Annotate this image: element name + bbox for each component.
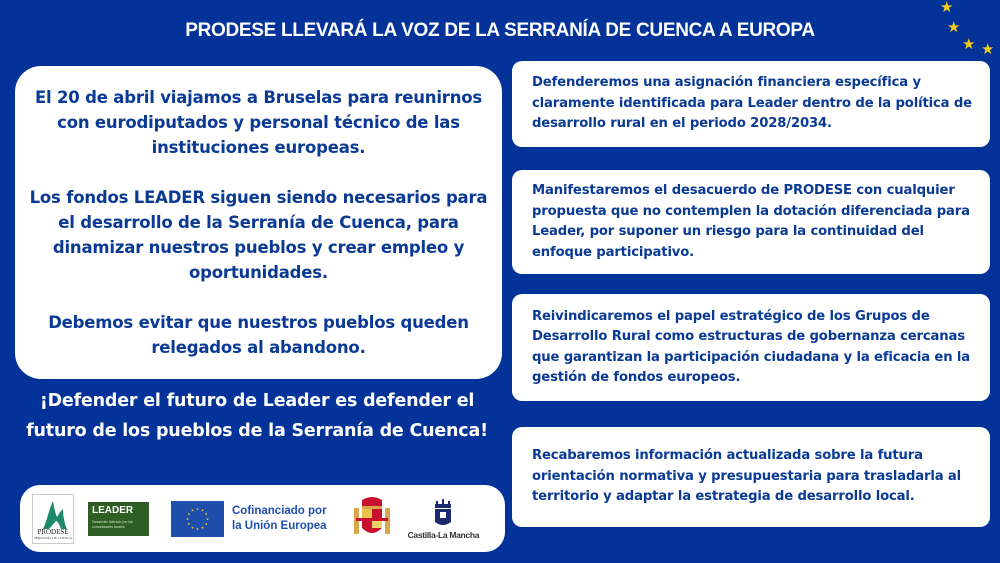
intro-paragraph: Debemos evitar que nuestros pueblos queden relegados al abandono. (48, 313, 469, 357)
commitment-text: Reivindicaremos el papel estratégico de los Grupos de Desarrollo Rural como estructuras de gobernanza cercanas que garantizan la participación ciudadana y la eficacia en la gestión de fondos europeos. (532, 308, 971, 385)
intro-paragraph: Los fondos LEADER siguen siendo necesarios para el desarrollo de la Serranía de Cuenca, para dinamizar nuestros pueblos y crear empleo y oportunidades. (29, 188, 488, 282)
commitment-card (512, 294, 990, 401)
prodese-name: PRODESE (37, 527, 69, 536)
star-icon: ★ (940, 0, 954, 16)
prodese-subtitle: SERRANÍA DE CUENCA (33, 535, 73, 540)
eu-stars-icon (930, 0, 1000, 60)
commitment-card (512, 427, 990, 527)
eu-line-2: la Unión Europea (232, 519, 327, 532)
star-icon: ★ (947, 18, 961, 36)
commitment-card (512, 61, 990, 147)
spain-coat-of-arms-icon (352, 496, 392, 541)
commitment-text: Manifestaremos el desacuerdo de PRODESE con cualquier propuesta que no contemplen la dotación diferenciada para Leader, por suponer un riesgo para la continuidad del enfoque participativo. (532, 183, 970, 260)
clm-label: Castilla-La Mancha (407, 529, 480, 540)
star-icon: ★ (962, 35, 976, 53)
intro-paragraph: El 20 de abril viajamos a Bruselas para reunirnos con eurodiputados y personal técnico de las instituciones europeas. (34, 88, 483, 157)
leader-subtitle: Desarrollo liderado por las comunidades locales (92, 519, 133, 529)
eu-flag-icon (171, 501, 224, 537)
prodese-logo (32, 494, 74, 544)
eu-cofinanced-logo (171, 501, 327, 537)
logos-bar (20, 485, 505, 552)
intro-card (15, 66, 502, 379)
star-icon: ★ (981, 40, 995, 58)
slogan: ¡Defender el futuro de Leader es defender el futuro de los pueblos de la Serranía de Cuenca! (26, 391, 488, 441)
castle-icon (432, 498, 454, 528)
prodese-mountain-icon (41, 499, 67, 529)
eu-line-1: Cofinanciado por (232, 504, 327, 517)
leader-name: LEADER (92, 504, 134, 516)
commitment-text: Defenderemos una asignación financiera específica y claramente identificada para Leader dentro de la política de desarrollo rural en el periodo 2028/2034. (532, 75, 972, 132)
leader-logo (88, 502, 149, 536)
page-title: PRODESE LLEVARÁ LA VOZ DE LA SERRANÍA DE CUENCA A EUROPA (185, 20, 815, 41)
commitment-text: Recabaremos información actualizada sobre la futura orientación normativa y presupuestaria para trasladarla al territorio y adaptar la estrategia de desarrollo local. (532, 448, 962, 505)
commitment-card (512, 170, 990, 274)
castilla-la-mancha-logo (408, 498, 480, 540)
